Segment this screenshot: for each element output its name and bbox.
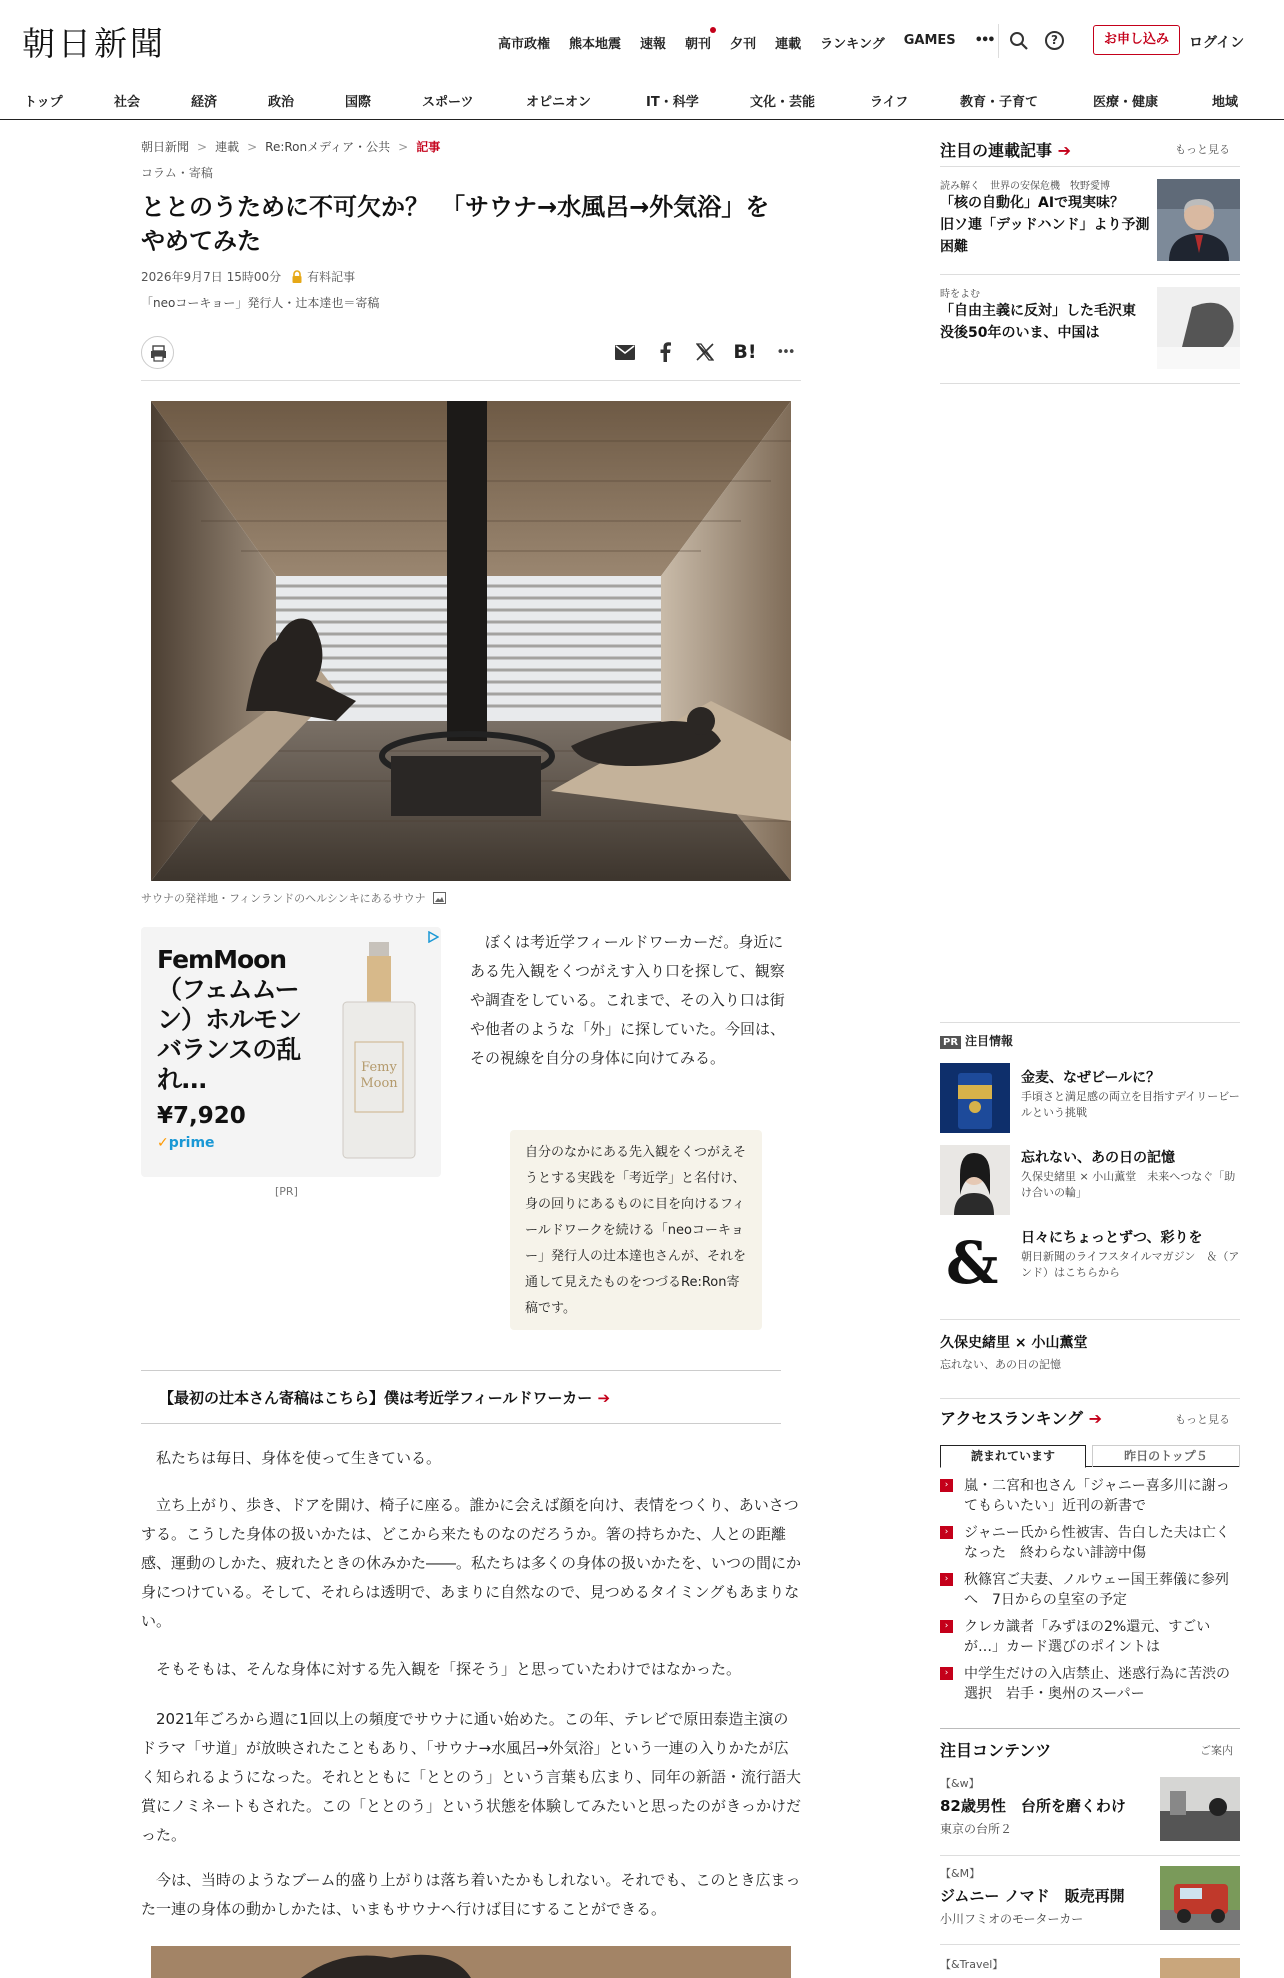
series-thumbnail[interactable]	[1157, 179, 1240, 261]
caption-text: サウナの発祥地・フィンランドのヘルシンキにあるサウナ	[141, 892, 426, 905]
login-link[interactable]: ログイン	[1189, 35, 1245, 51]
new-dot-icon	[710, 27, 716, 33]
ad-choices-icon[interactable]	[427, 931, 439, 943]
series-thumbnail[interactable]	[1157, 287, 1240, 369]
ranking-item-title: 中学生だけの入店禁止、迷惑行為に苦渋の選択 岩手・奥州のスーパー	[964, 1666, 1230, 1702]
pr-heading-label: 注目情報	[965, 1034, 1014, 1048]
content-subtitle: 小川フミオのモーターカー	[940, 1912, 1084, 1926]
breadcrumb-link[interactable]: Re:Ronメディア・公共	[265, 140, 391, 154]
chevron-right-icon: ›	[940, 1573, 953, 1586]
divider	[940, 1398, 1240, 1399]
divider	[940, 1944, 1240, 1945]
content-tag: 【&M】	[940, 1867, 981, 1880]
print-button[interactable]	[141, 336, 174, 369]
ranking-item[interactable]	[940, 1570, 1240, 1610]
arrow-right-icon: ➔	[1057, 141, 1071, 160]
category-link[interactable]: 地域	[1212, 95, 1239, 110]
content-title[interactable]: ジムニー ノマド 販売再開	[940, 1887, 1125, 1905]
nav-link[interactable]: GAMES	[903, 33, 956, 48]
nav-link[interactable]: 高市政権	[498, 37, 551, 52]
ranking-item[interactable]	[940, 1664, 1240, 1704]
ad-label: [PR]	[275, 1185, 298, 1198]
ad-title: FemMoon（フェムムーン）ホルモンバランスの乱れ...	[157, 945, 302, 1094]
ranking-item[interactable]	[940, 1617, 1240, 1657]
pr-thumbnail[interactable]	[940, 1145, 1010, 1215]
tab-most-read[interactable]: 読まれています	[940, 1445, 1086, 1468]
pr-title[interactable]: 金麦、なぜビールに？	[1021, 1070, 1161, 1086]
content-tag: 【&Travel】	[940, 1958, 1004, 1971]
series-article-title[interactable]: 「核の自動化」AIで現実味？ 旧ソ連「デッドハンド」より予測困難	[940, 195, 1150, 255]
search-icon[interactable]	[1009, 31, 1029, 51]
image-gallery-icon[interactable]	[433, 892, 446, 904]
divider	[940, 166, 1240, 167]
ranking-item-title: 秋篠宮ご夫妻、ノルウェー国王葬儀に参列へ 7日からの皇室の予定	[964, 1572, 1229, 1608]
nav-link[interactable]: 夕刊	[730, 37, 757, 52]
series-heading-label: 注目の連載記事	[940, 141, 1053, 160]
content-title[interactable]: 82歳男性 台所を磨くわけ	[940, 1797, 1126, 1815]
nav-link[interactable]	[685, 33, 711, 52]
ranking-heading[interactable]	[940, 1406, 1102, 1429]
pr-badge: PR	[940, 1036, 961, 1049]
category-link[interactable]: オピニオン	[526, 95, 592, 110]
series-tag: 読み解く 世界の安保危機 牧野愛博	[940, 181, 1110, 192]
article-kicker: コラム・寄稿	[141, 166, 213, 180]
ranking-item[interactable]	[940, 1476, 1240, 1516]
chevron-right-icon: ›	[940, 1479, 953, 1492]
print-icon	[142, 337, 175, 370]
pr-subtitle: 久保史緒里 × 小山薫堂 未来へつなぐ「助け合いの輪」	[1021, 1170, 1236, 1199]
publish-date: 2026年9月7日 15時00分	[141, 270, 282, 284]
help-icon[interactable]: ?	[1045, 31, 1064, 50]
more-menu-icon[interactable]: •••	[974, 33, 994, 48]
ranking-item[interactable]	[940, 1523, 1240, 1563]
category-link[interactable]: ライフ	[870, 95, 909, 110]
category-nav	[0, 78, 1284, 120]
hero-image[interactable]	[151, 401, 791, 881]
contents-heading: 注目コンテンツ	[940, 1741, 1052, 1760]
breadcrumb-link[interactable]: 朝日新聞	[141, 140, 190, 154]
category-link[interactable]: 医療・健康	[1093, 95, 1159, 110]
content-tag: 【&w】	[940, 1777, 980, 1790]
pr-thumbnail[interactable]	[940, 1063, 1010, 1133]
ad-price: ¥7,920	[157, 1103, 246, 1129]
header-divider	[998, 24, 999, 58]
prime-logo: ✓prime	[157, 1135, 215, 1151]
arrow-right-icon: ➔	[597, 1389, 611, 1407]
author-line: 「neoコーキョー」発行人・辻本達也＝寄稿	[141, 296, 380, 310]
arrow-right-icon: ➔	[1088, 1409, 1103, 1428]
facebook-share-icon[interactable]	[653, 340, 677, 364]
pr-heading	[940, 1032, 1013, 1049]
series-article-title[interactable]: 「自由主義に反対」した毛沢東 没後50年のいま、中国は	[940, 303, 1150, 341]
body-paragraph: 今は、当時のようなブーム的盛り上がりは落ち着いたかもしれない。それでも、このとき広まった一連の身体の動かしかたは、いまもサウナへ行けば目にすることができる。	[141, 1871, 801, 1918]
ranking-heading-label: アクセスランキング	[940, 1409, 1084, 1428]
series-heading[interactable]	[940, 138, 1071, 161]
nav-link-label: 朝刊	[685, 37, 712, 52]
pr-title[interactable]: 忘れない、あの日の記憶	[1021, 1150, 1175, 1166]
category-link[interactable]: 社会	[114, 95, 141, 110]
promo-subtitle: 忘れない、あの日の記憶	[940, 1358, 1061, 1371]
body-paragraph: 立ち上がり、歩き、ドアを開け、椅子に座る。誰かに会えば顔を向け、表情をつくり、あいさつする。こうした身体の扱いかたは、どこから来たものなのだろうか。箸の持ちかた、人との距離感、運動のしかた、疲れたときの休みかた――。私たちは多くの身体の扱いかたを、いつの間にか身につけている。そして、それらは透明で、あまりに自然なので、見つめるタイミングもあまりない。	[141, 1496, 802, 1630]
promo-title[interactable]: 久保史緒里 × 小山薫堂	[940, 1335, 1088, 1351]
breadcrumb-link[interactable]: 連載	[215, 140, 240, 154]
mail-share-icon[interactable]	[613, 340, 637, 364]
tab-yesterday-top5[interactable]: 昨日のトップ５	[1092, 1445, 1240, 1467]
category-link[interactable]: 文化・芸能	[750, 95, 816, 110]
series-more-link[interactable]: もっと見る	[1175, 143, 1230, 156]
divider	[940, 274, 1240, 275]
breadcrumb-current: 記事	[416, 140, 441, 154]
related-article-link[interactable]	[141, 1370, 781, 1424]
x-share-icon[interactable]	[693, 340, 717, 364]
lock-icon	[291, 270, 303, 283]
ranking-tabs	[940, 1445, 1240, 1467]
content-thumbnail[interactable]	[1160, 1777, 1240, 1841]
content-subtitle: 東京の台所２	[940, 1822, 1013, 1836]
content-thumbnail[interactable]	[1160, 1866, 1240, 1930]
divider	[940, 1728, 1240, 1729]
breadcrumb: 朝日新聞 > 連載 > Re:Ronメディア・公共 > 記事	[141, 140, 441, 154]
series-tag: 時をよむ	[940, 289, 980, 300]
category-link[interactable]: 経済	[191, 95, 218, 110]
category-link[interactable]: 教育・子育て	[960, 95, 1039, 110]
article-meta	[141, 268, 355, 285]
ranking-item-title: ジャニー氏から性被害、告白した夫は亡くなった 終わらない誹謗中傷	[964, 1525, 1230, 1561]
divider	[141, 380, 801, 381]
nav-link[interactable]: ランキング	[820, 37, 885, 52]
category-link[interactable]: 政治	[268, 95, 295, 110]
content-thumbnail[interactable]	[1160, 1958, 1240, 1978]
image-caption	[141, 890, 446, 906]
related-article-title: 【最初の辻本さん寄稿はこちら】僕は考近学フィールドワーカー	[159, 1389, 593, 1407]
site-header	[0, 0, 1284, 120]
lead-paragraph: ぼくは考近学フィールドワーカーだ。身近にある先入観をくつがえす入り口を探して、観察や調査をしている。これまで、その入り口は街や他者のような「外」に探していた。今回は、その視線を自分の身体に向けてみる。	[470, 933, 786, 1067]
product-image	[339, 942, 419, 1162]
pr-thumbnail[interactable]	[940, 1225, 1010, 1295]
chevron-right-icon: ›	[940, 1667, 953, 1680]
category-link[interactable]: 国際	[345, 95, 372, 110]
advertisement[interactable]	[141, 927, 441, 1177]
article-image[interactable]	[151, 1946, 791, 1978]
body-paragraph: 私たちは毎日、身体を使って生きている。	[156, 1449, 442, 1467]
prime-label: prime	[168, 1135, 215, 1151]
subscribe-button[interactable]: お申し込み	[1093, 25, 1180, 55]
more-share-icon[interactable]: •••	[776, 344, 794, 360]
article-title: ととのうために不可欠か？ 「サウナ→水風呂→外気浴」をやめてみた	[141, 193, 770, 255]
category-link[interactable]: IT・科学	[646, 95, 699, 110]
header-nav	[498, 33, 1013, 52]
pr-subtitle: 手頃さと満足感の両立を目指すデイリービールという挑戦	[1021, 1090, 1240, 1119]
site-logo[interactable]: 朝日新聞	[22, 24, 166, 63]
chevron-right-icon: ›	[940, 1620, 953, 1633]
ranking-item-title: 嵐・二宮和也さん「ジャニー喜多川に謝ってもらいたい」近刊の新書で	[964, 1478, 1230, 1514]
divider	[940, 1022, 1240, 1023]
body-paragraph: 2021年ごろから週に1回以上の頻度でサウナに通い始めた。この年、テレビで原田泰造主演のドラマ「サ道」が放映されたこともあり、「サウナ→水風呂→外気浴」という一連の入りかたが広く知られるようになった。それとともに「ととのう」という言葉も広まり、同年の新語・流行語大賞にノミネートもされた。この「ととのう」という状態を体験してみたいと思ったのがきっかけだった。	[141, 1710, 802, 1844]
hatena-bookmark-icon[interactable]: B!	[733, 341, 757, 363]
chevron-right-icon: ›	[940, 1526, 953, 1539]
contents-info-link[interactable]: ご案内	[1200, 1744, 1233, 1757]
nav-link[interactable]: 熊本地震	[569, 37, 622, 52]
divider	[940, 383, 1240, 384]
nav-link[interactable]: 連載	[775, 37, 802, 52]
pr-subtitle: 朝日新聞のライフスタイルマガジン ＆（アンド）はこちらから	[1021, 1250, 1240, 1279]
product-brand: Femy Moon	[360, 1060, 398, 1091]
pr-title[interactable]: 日々にちょっとずつ、彩りを	[1021, 1230, 1203, 1246]
ranking-more-link[interactable]: もっと見る	[1175, 1413, 1230, 1426]
divider	[940, 1855, 1240, 1856]
category-link[interactable]: スポーツ	[422, 95, 474, 110]
ranking-item-title: クレカ識者「みずほの2%還元、すごいが…」カード選びのポイントは	[964, 1619, 1211, 1655]
paid-label: 有料記事	[307, 270, 356, 284]
svg-text:&: &	[946, 1229, 999, 1295]
body-paragraph: そもそもは、そんな身体に対する先入観を「探そう」と思っていたわけではなかった。	[156, 1660, 742, 1678]
divider	[940, 1319, 1240, 1320]
nav-link[interactable]: 速報	[640, 37, 667, 52]
series-note: 自分のなかにある先入観をくつがえそうとする実践を「考近学」と名付け、身の回りにあるものに目を向けるフィールドワークを続ける「neoコーキョー」発行人の辻本達也さんが、それを通して見えたものをつづるRe:Ron寄稿です。	[510, 1130, 762, 1330]
category-link[interactable]: トップ	[24, 95, 63, 110]
